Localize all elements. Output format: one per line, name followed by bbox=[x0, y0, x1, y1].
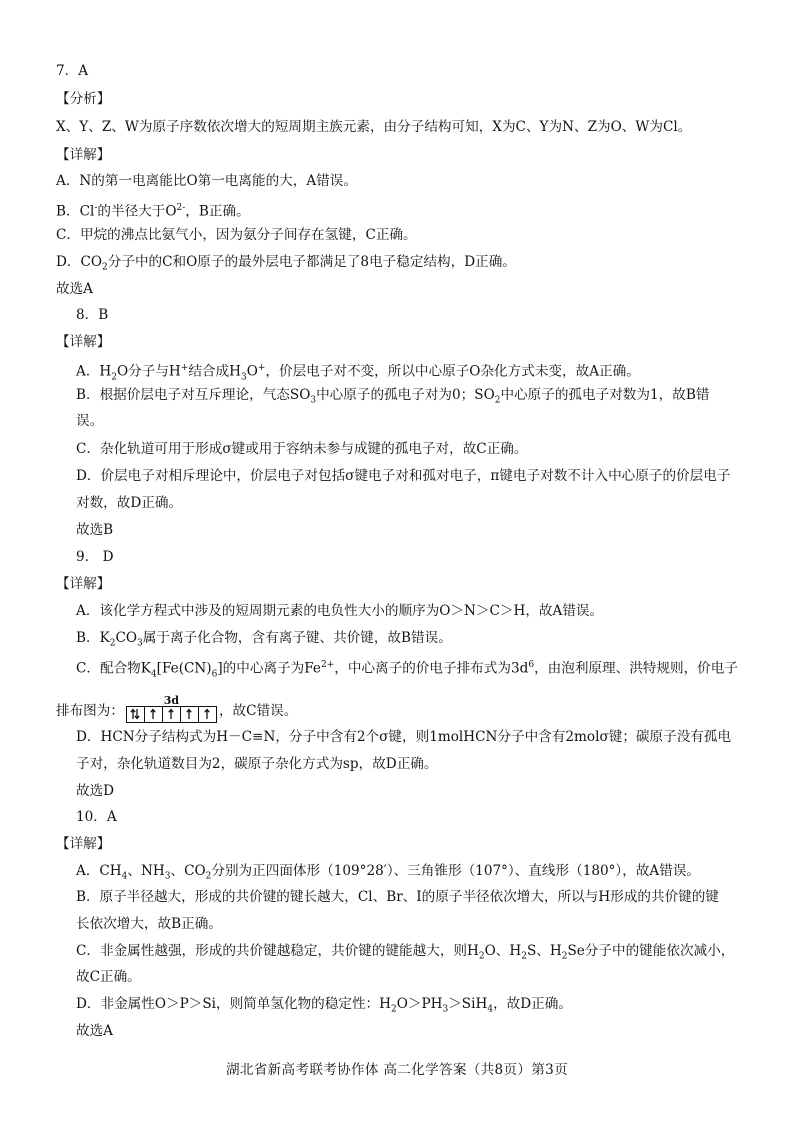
q9-option-d: D．HCN分子结构式为H－C≡N，分子中含有2个σ键，则1molHCN分子中含有2molσ键；碳原子没有孤电 bbox=[76, 729, 732, 745]
q7-analysis-text: X、Y、Z、W为原子序数依次增大的短周期主族元素，由分子结构可知，X为C、Y为N、Z为O、W为Cl。 bbox=[56, 119, 692, 135]
q8-option-b-cont: 误。 bbox=[76, 413, 104, 429]
q7-detail-header: 【详解】 bbox=[56, 147, 111, 163]
q7-answer: 7．A bbox=[56, 63, 89, 79]
q8-option-b: B．根据价层电子对互斥理论，气态$SO_3$中心原子的孤电子对为0；$SO_2$中心原子的孤电子对数为1，故B错 bbox=[76, 387, 710, 406]
q9-option-c: C．配合物$K_4[Fe(CN)_6]$的中心离子为$Fe^{2+}$，中心离子的价电子排布式为$3d^6$，由泡利原理、洪特规则，价电子 bbox=[76, 660, 738, 680]
q9-detail-header: 【详解】 bbox=[56, 576, 111, 592]
q9-option-d-cont: 子对，杂化轨道数目为2，碳原子杂化方式为sp，故D正确。 bbox=[76, 756, 438, 772]
q10-choice: 故选A bbox=[76, 1023, 114, 1039]
q10-answer: 10．A bbox=[76, 809, 117, 825]
q8-option-a: A．$H_2O$分子与H+结合成$H_3O^+$，价层电子对不变，所以中心原子O杂化方式未变，故A正确。 bbox=[76, 363, 640, 383]
q7-option-d: D．$CO_2$分子中的C和O原子的最外层电子都满足了8电子稳定结构，D正确。 bbox=[56, 254, 516, 273]
q8-detail-header: 【详解】 bbox=[56, 334, 111, 350]
q10-option-d: D．非金属性O＞P＞Si，则简单氢化物的稳定性：$H_2O>PH_3>SiH_4$，故D正确。 bbox=[76, 996, 572, 1015]
q8-choice: 故选B bbox=[76, 522, 114, 538]
q10-option-b: B．原子半径越大，形成的共价键的键长越大，Cl、Br、I的原子半径依次增大，所以与H形成的共价键的键 bbox=[76, 889, 719, 905]
q8-option-d-cont: 对数，故D正确。 bbox=[76, 495, 183, 511]
q7-option-a: A．N的第一电离能比O第一电离能的大，A错误。 bbox=[56, 173, 357, 189]
q9-option-b: B．$K_2CO_3$属于离子化合物，含有离子键、共价键，故B错误。 bbox=[76, 630, 452, 649]
q10-option-c: C．非金属性越强，形成的共价键越稳定，共价键的键能越大，则$H_2O$、$H_2S$、$H_2Se$分子中的键能依次减小， bbox=[76, 943, 735, 962]
q7-option-b: B．Cl-的半径大于$O^{2-}$，B正确。 bbox=[56, 203, 250, 220]
q9-option-c-cont: 排布图为： 3d ，故C错误。 bbox=[56, 702, 297, 725]
q7-analysis-header: 【分析】 bbox=[56, 91, 111, 107]
q8-option-c: C．杂化轨道可用于形成σ键或用于容纳未参与成键的孤电子对，故C正确。 bbox=[76, 441, 528, 457]
q9-answer: 9． D bbox=[76, 549, 114, 565]
q8-answer: 8．B bbox=[76, 307, 109, 323]
q10-detail-header: 【详解】 bbox=[56, 836, 111, 852]
q8-option-d: D．价层电子对相斥理论中，价层电子对包括σ键电子对和孤对电子，π键电子对数不计入中心原子的价层电子 bbox=[76, 468, 731, 484]
q9-choice: 故选D bbox=[76, 783, 115, 799]
q10-option-a: A．$CH_4$、$NH_3$、$CO_2$分别为正四面体形（109°28′）、三角锥形（107°）、直线形（180°），故A错误。 bbox=[76, 863, 701, 882]
orbital-diagram-3d bbox=[126, 693, 217, 726]
q7-option-c: C．甲烷的沸点比氨气小，因为氨分子间存在氢键，C正确。 bbox=[56, 227, 417, 243]
q9-option-a: A．该化学方程式中涉及的短周期元素的电负性大小的顺序为O＞N＞C＞H，故A错误。 bbox=[76, 603, 604, 619]
q10-option-c-cont: 故C正确。 bbox=[76, 969, 141, 985]
q7-choice: 故选A bbox=[56, 281, 94, 297]
q10-option-b-cont: 长依次增大，故B正确。 bbox=[76, 916, 222, 932]
orbital-label: 3d bbox=[163, 693, 180, 707]
page-footer: 湖北省新高考联考协作体 高二化学答案（共8页）第3页 bbox=[225, 1062, 569, 1078]
